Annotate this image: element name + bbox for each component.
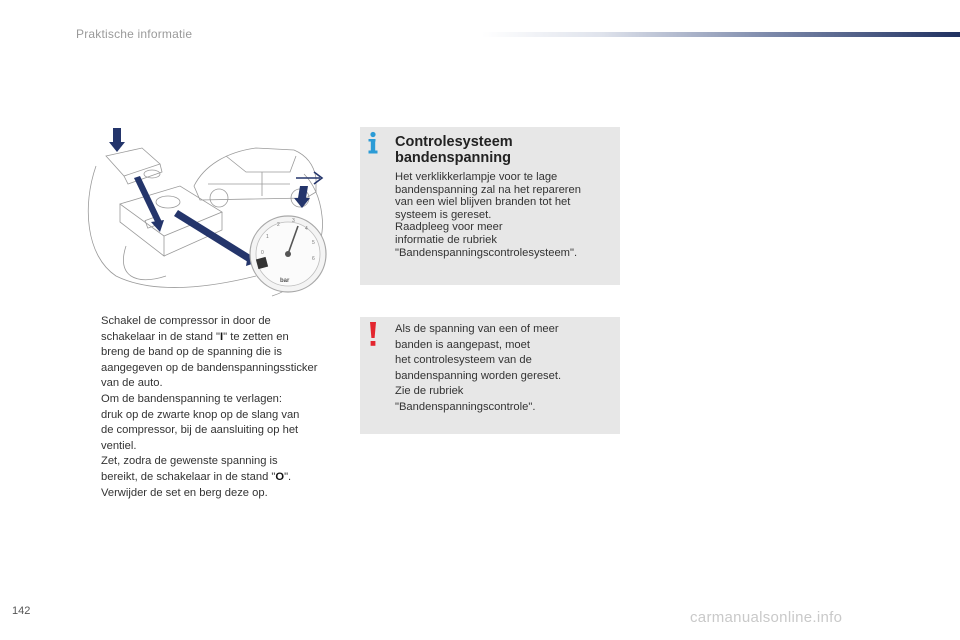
gauge-tick: 1	[266, 234, 269, 240]
section-title: Praktische informatie	[76, 27, 193, 41]
header-accent-bar	[482, 32, 960, 37]
gauge-tick: 4	[305, 226, 308, 232]
gauge-tick: 3	[292, 218, 295, 224]
step-line: Schakel de compressor in door de	[101, 315, 271, 327]
info-box-body: Het verklikkerlampje voor te lage bandenspanning zal na het repareren van een wiel blijven branden tot het systeem is gereset. Raadpleeg voor meer informatie de rubriek "Bandenspanningscontrolesysteem".	[395, 171, 581, 259]
gauge-tick: 5	[312, 240, 315, 246]
page-number: 142	[12, 605, 31, 617]
step-line: druk op de zwarte knop op de slang van	[101, 408, 300, 421]
gauge-unit-label: bar	[280, 278, 290, 284]
step-line: Zet, zodra de gewenste spanning is	[101, 455, 278, 468]
instruction-steps	[80, 314, 350, 501]
watermark: carmanualsonline.info	[690, 609, 843, 626]
step-line: bereikt, de schakelaar in de stand "O".	[101, 470, 292, 483]
step-line: schakelaar in de stand "I" te zetten en	[101, 330, 289, 343]
gauge-tick: 0	[261, 250, 264, 256]
step-item	[80, 314, 350, 454]
compressor-illustration	[76, 126, 344, 302]
step-line: breng de band op de spanning die is	[101, 346, 283, 359]
step-line: Verwijder de set en berg deze op.	[101, 486, 268, 499]
step-line: ventiel.	[101, 439, 137, 452]
step-line: de compressor, bij de aansluiting op het	[101, 424, 299, 437]
gauge-tick: 2	[277, 222, 280, 228]
step-line: van de auto.	[101, 377, 163, 390]
step-line: Om de bandenspanning te verlagen:	[101, 392, 282, 405]
switch-position-label: O	[275, 470, 285, 483]
switch-position-label: I	[220, 330, 224, 343]
exclamation-icon	[366, 321, 380, 347]
step-item	[80, 454, 350, 485]
gauge-tick: 6	[312, 256, 315, 262]
step-item	[80, 486, 350, 502]
info-box-title: Controlesysteem bandenspanning	[395, 134, 513, 166]
warning-box-body: Als de spanning van een of meer banden is aangepast, moet het controlesysteem van de bandenspanning worden gereset. Zie de rubriek "Bandenspanningscontrole".	[395, 323, 562, 413]
step-line: aangegeven op de bandenspanningssticker	[101, 361, 318, 374]
info-icon	[366, 131, 380, 155]
